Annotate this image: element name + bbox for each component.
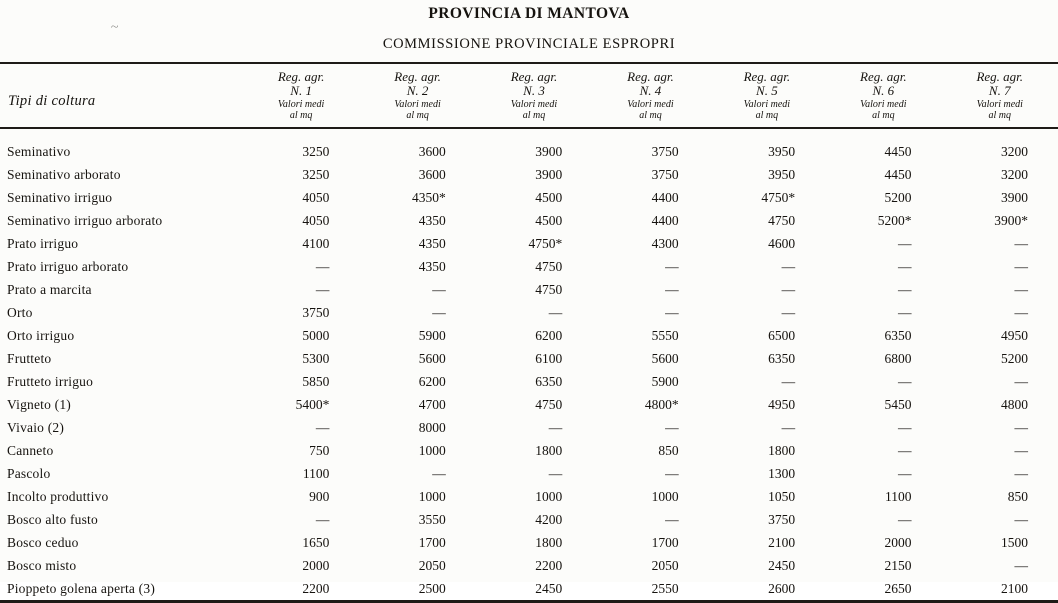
table-row <box>0 531 1058 554</box>
column-header-al-mq: al mq <box>755 110 779 121</box>
scan-stray-mark: ~ <box>110 22 119 33</box>
column-header-al-mq: al mq <box>988 110 1012 121</box>
value-cell: 1800 <box>768 443 796 458</box>
value-cell: 3600 <box>418 144 446 159</box>
table-row <box>0 301 1058 324</box>
row-label: Vivaio (2) <box>7 420 65 435</box>
value-cell: — <box>315 512 330 527</box>
value-cell: 5200* <box>877 213 912 228</box>
column-header-al-mq: al mq <box>406 110 429 121</box>
table-row <box>0 324 1058 347</box>
value-cell: 4750* <box>528 236 563 251</box>
table-row <box>0 462 1058 485</box>
value-cell: 6350 <box>884 328 912 343</box>
value-cell: 3900 <box>535 144 563 159</box>
row-label: Incolto produttivo <box>7 489 109 504</box>
column-header-al-mq: al mq <box>639 110 662 121</box>
value-cell: 1100 <box>302 466 330 481</box>
value-cell: 6200 <box>535 328 563 343</box>
row-label: Orto irriguo <box>7 328 75 343</box>
value-cell: 2100 <box>1001 581 1028 596</box>
row-label: Bosco alto fusto <box>7 512 98 527</box>
table-row <box>0 209 1058 232</box>
valori-medi-table <box>0 62 1058 603</box>
column-header-al-mq: al mq <box>872 110 895 121</box>
value-cell: 4400 <box>651 190 679 205</box>
value-cell: 1000 <box>651 489 679 504</box>
value-cell: 4050 <box>302 213 330 228</box>
value-cell: 2000 <box>302 558 330 573</box>
column-header-region-number: N. 7 <box>988 83 1011 98</box>
value-cell: — <box>898 466 912 481</box>
value-cell: 3200 <box>1001 167 1028 182</box>
column-header-valori-medi: Valori medi <box>627 99 674 110</box>
column-header-al-mq: al mq <box>522 110 546 121</box>
table-row <box>0 347 1058 370</box>
value-cell: 3900 <box>1001 190 1028 205</box>
value-cell: 750 <box>309 443 330 458</box>
value-cell: 3550 <box>418 512 446 527</box>
value-cell: 2450 <box>535 581 563 596</box>
value-cell: 3950 <box>768 144 796 159</box>
value-cell: 4750 <box>535 282 563 297</box>
value-cell: 8000 <box>418 420 446 435</box>
table-row <box>0 439 1058 462</box>
value-cell: — <box>548 305 563 320</box>
value-cell: — <box>1014 558 1028 573</box>
column-header <box>825 63 941 128</box>
table-row <box>0 393 1058 416</box>
value-cell: 5900 <box>418 328 446 343</box>
column-header <box>709 63 825 128</box>
column-header-valori-medi: Valori medi <box>277 99 325 110</box>
column-header-valori-medi: Valori medi <box>860 99 907 110</box>
column-header <box>243 63 359 128</box>
value-cell: — <box>315 420 330 435</box>
value-cell: 4300 <box>651 236 679 251</box>
corner-header: Tipi di coltura <box>0 63 243 128</box>
value-cell: 4600 <box>768 236 796 251</box>
column-header-region-label: Reg. agr. <box>976 69 1024 84</box>
value-cell: 3250 <box>302 167 330 182</box>
value-cell: 1800 <box>535 443 563 458</box>
value-cell: 3600 <box>418 167 446 182</box>
table-row <box>0 370 1058 393</box>
column-header-region-label: Reg. agr. <box>277 69 325 84</box>
column-header <box>359 63 475 128</box>
value-cell: — <box>781 420 796 435</box>
column-header <box>592 63 708 128</box>
row-label: Seminativo arborato <box>7 167 121 182</box>
value-cell: 850 <box>1007 489 1028 504</box>
value-cell: — <box>665 305 679 320</box>
value-cell: — <box>898 374 912 389</box>
value-cell: 1000 <box>535 489 563 504</box>
row-label: Prato irriguo arborato <box>7 259 129 274</box>
value-cell: — <box>432 305 446 320</box>
value-cell: 4800 <box>1001 397 1028 412</box>
value-cell: 4950 <box>1001 328 1028 343</box>
value-cell: 4500 <box>535 190 563 205</box>
value-cell: 6350 <box>535 374 563 389</box>
column-header-region-label: Reg. agr. <box>510 69 558 84</box>
column-header-valori-medi: Valori medi <box>976 99 1023 110</box>
value-cell: 900 <box>309 489 330 504</box>
value-cell: 3750 <box>651 144 679 159</box>
value-cell: 3750 <box>768 512 796 527</box>
value-cell: 1650 <box>302 535 330 550</box>
value-cell: — <box>898 236 912 251</box>
row-label: Seminativo <box>7 144 71 159</box>
table-row <box>0 128 1058 163</box>
header-row <box>0 63 1058 128</box>
value-cell: 5600 <box>418 351 446 366</box>
column-header <box>476 63 592 128</box>
value-cell: 4800* <box>644 397 679 412</box>
value-cell: 2450 <box>768 558 796 573</box>
row-label: Pascolo <box>7 466 51 481</box>
value-cell: — <box>781 259 796 274</box>
value-cell: 4350 <box>418 213 446 228</box>
value-cell: 5200 <box>884 190 912 205</box>
row-label: Frutteto irriguo <box>7 374 94 389</box>
column-header-region-number: N. 6 <box>872 83 895 98</box>
value-cell: — <box>781 305 796 320</box>
value-cell: 6100 <box>535 351 563 366</box>
title-block <box>0 0 1058 53</box>
row-label: Orto <box>7 305 33 320</box>
value-cell: 4950 <box>768 397 796 412</box>
value-cell: 4400 <box>651 213 679 228</box>
value-cell: — <box>665 512 679 527</box>
value-cell: — <box>665 420 679 435</box>
value-cell: — <box>898 420 912 435</box>
row-label: Frutteto <box>7 351 52 366</box>
column-header-region-number: N. 5 <box>756 83 778 98</box>
value-cell: — <box>548 466 563 481</box>
table-row <box>0 232 1058 255</box>
value-cell: — <box>1014 305 1028 320</box>
column-header-region-number: N. 3 <box>523 83 545 98</box>
row-label: Seminativo irriguo <box>7 190 113 205</box>
value-cell: 850 <box>658 443 679 458</box>
column-header-valori-medi: Valori medi <box>510 99 558 110</box>
value-cell: 2650 <box>884 581 912 596</box>
value-cell: 4450 <box>884 167 912 182</box>
value-cell: 5400* <box>295 397 330 412</box>
column-header-region-label: Reg. agr. <box>743 69 791 84</box>
value-cell: 1500 <box>1001 535 1028 550</box>
column-header-region-label: Reg. agr. <box>860 69 907 84</box>
value-cell: 4700 <box>418 397 446 412</box>
page-subtitle: COMMISSIONE PROVINCIALE ESPROPRI <box>382 36 676 52</box>
value-cell: 2150 <box>884 558 912 573</box>
value-cell: 5550 <box>651 328 679 343</box>
value-cell: 5850 <box>302 374 330 389</box>
value-cell: 5200 <box>1001 351 1028 366</box>
table-row <box>0 278 1058 301</box>
table-body <box>0 128 1058 602</box>
value-cell: — <box>1014 259 1028 274</box>
value-cell: 6500 <box>768 328 796 343</box>
value-cell: — <box>781 282 796 297</box>
value-cell: 4350* <box>412 190 446 205</box>
value-cell: 4750 <box>535 259 563 274</box>
row-label: Pioppeto golena aperta (3) <box>7 581 156 596</box>
value-cell: — <box>1014 282 1028 297</box>
value-cell: 1100 <box>885 489 912 504</box>
column-header-al-mq: al mq <box>289 110 313 121</box>
value-cell: 4350 <box>418 236 446 251</box>
value-cell: — <box>898 443 912 458</box>
value-cell: 5900 <box>651 374 679 389</box>
value-cell: 2100 <box>768 535 796 550</box>
value-cell: 2600 <box>768 581 796 596</box>
value-cell: — <box>1014 512 1028 527</box>
value-cell: — <box>781 374 796 389</box>
value-cell: 1800 <box>535 535 563 550</box>
value-cell: — <box>1014 466 1028 481</box>
row-label: Canneto <box>7 443 54 458</box>
table-row <box>0 186 1058 209</box>
value-cell: 4100 <box>302 236 330 251</box>
value-cell: 2200 <box>535 558 563 573</box>
value-cell: 3250 <box>302 144 330 159</box>
value-cell: 4050 <box>302 190 330 205</box>
value-cell: 3750 <box>651 167 679 182</box>
value-cell: — <box>548 420 563 435</box>
value-cell: 5600 <box>651 351 679 366</box>
value-cell: 6800 <box>884 351 912 366</box>
value-cell: — <box>1014 236 1028 251</box>
table-row <box>0 508 1058 531</box>
row-label: Vigneto (1) <box>7 397 71 412</box>
value-cell: 2000 <box>884 535 912 550</box>
row-label: Prato irriguo <box>7 236 79 251</box>
value-cell: 6200 <box>418 374 446 389</box>
column-header-region-number: N. 2 <box>406 83 429 98</box>
value-cell: — <box>432 466 446 481</box>
column-header-region-label: Reg. agr. <box>394 69 441 84</box>
value-cell: — <box>1014 443 1028 458</box>
value-cell: 2550 <box>651 581 679 596</box>
value-cell: 4500 <box>535 213 563 228</box>
value-cell: 3750 <box>302 305 330 320</box>
value-cell: — <box>315 282 330 297</box>
column-header-region-number: N. 1 <box>290 83 312 98</box>
value-cell: — <box>1014 374 1028 389</box>
value-cell: — <box>665 282 679 297</box>
table-row <box>0 163 1058 186</box>
value-cell: 4450 <box>884 144 912 159</box>
row-label: Bosco ceduo <box>7 535 79 550</box>
value-cell: — <box>315 259 330 274</box>
value-cell: 1700 <box>418 535 446 550</box>
page-title: PROVINCIA DI MANTOVA <box>428 5 630 22</box>
value-cell: — <box>898 512 912 527</box>
column-header <box>942 63 1058 128</box>
value-cell: 3950 <box>768 167 796 182</box>
row-label: Bosco misto <box>7 558 77 573</box>
table-row <box>0 416 1058 439</box>
table-row <box>0 485 1058 508</box>
value-cell: 4350 <box>418 259 446 274</box>
value-cell: — <box>665 466 679 481</box>
value-cell: — <box>1014 420 1028 435</box>
value-cell: 4750 <box>768 213 796 228</box>
value-cell: 1300 <box>768 466 796 481</box>
value-cell: 1000 <box>418 489 446 504</box>
value-cell: — <box>898 259 912 274</box>
table-row <box>0 577 1058 602</box>
value-cell: 2200 <box>302 581 330 596</box>
column-header-valori-medi: Valori medi <box>394 99 441 110</box>
column-header-region-number: N. 4 <box>639 83 662 98</box>
value-cell: 2500 <box>418 581 446 596</box>
value-cell: 3900* <box>994 213 1028 228</box>
value-cell: — <box>665 259 679 274</box>
value-cell: 1700 <box>651 535 679 550</box>
row-label: Seminativo irriguo arborato <box>7 213 163 228</box>
value-cell: 6350 <box>768 351 796 366</box>
value-cell: 4200 <box>535 512 563 527</box>
value-cell: 2050 <box>418 558 446 573</box>
value-cell: — <box>432 282 446 297</box>
column-header-valori-medi: Valori medi <box>743 99 791 110</box>
value-cell: 2050 <box>651 558 679 573</box>
table-row <box>0 255 1058 278</box>
value-cell: 3200 <box>1001 144 1028 159</box>
column-header-region-label: Reg. agr. <box>627 69 674 84</box>
value-cell: 1000 <box>418 443 446 458</box>
value-cell: — <box>898 282 912 297</box>
value-cell: 1050 <box>768 489 796 504</box>
value-cell: 4750 <box>535 397 563 412</box>
value-cell: — <box>898 305 912 320</box>
value-cell: 3900 <box>535 167 563 182</box>
value-cell: 4750* <box>761 190 796 205</box>
value-cell: 5000 <box>302 328 330 343</box>
table-row <box>0 554 1058 577</box>
row-label: Prato a marcita <box>7 282 92 297</box>
value-cell: 5450 <box>884 397 912 412</box>
value-cell: 5300 <box>302 351 330 366</box>
